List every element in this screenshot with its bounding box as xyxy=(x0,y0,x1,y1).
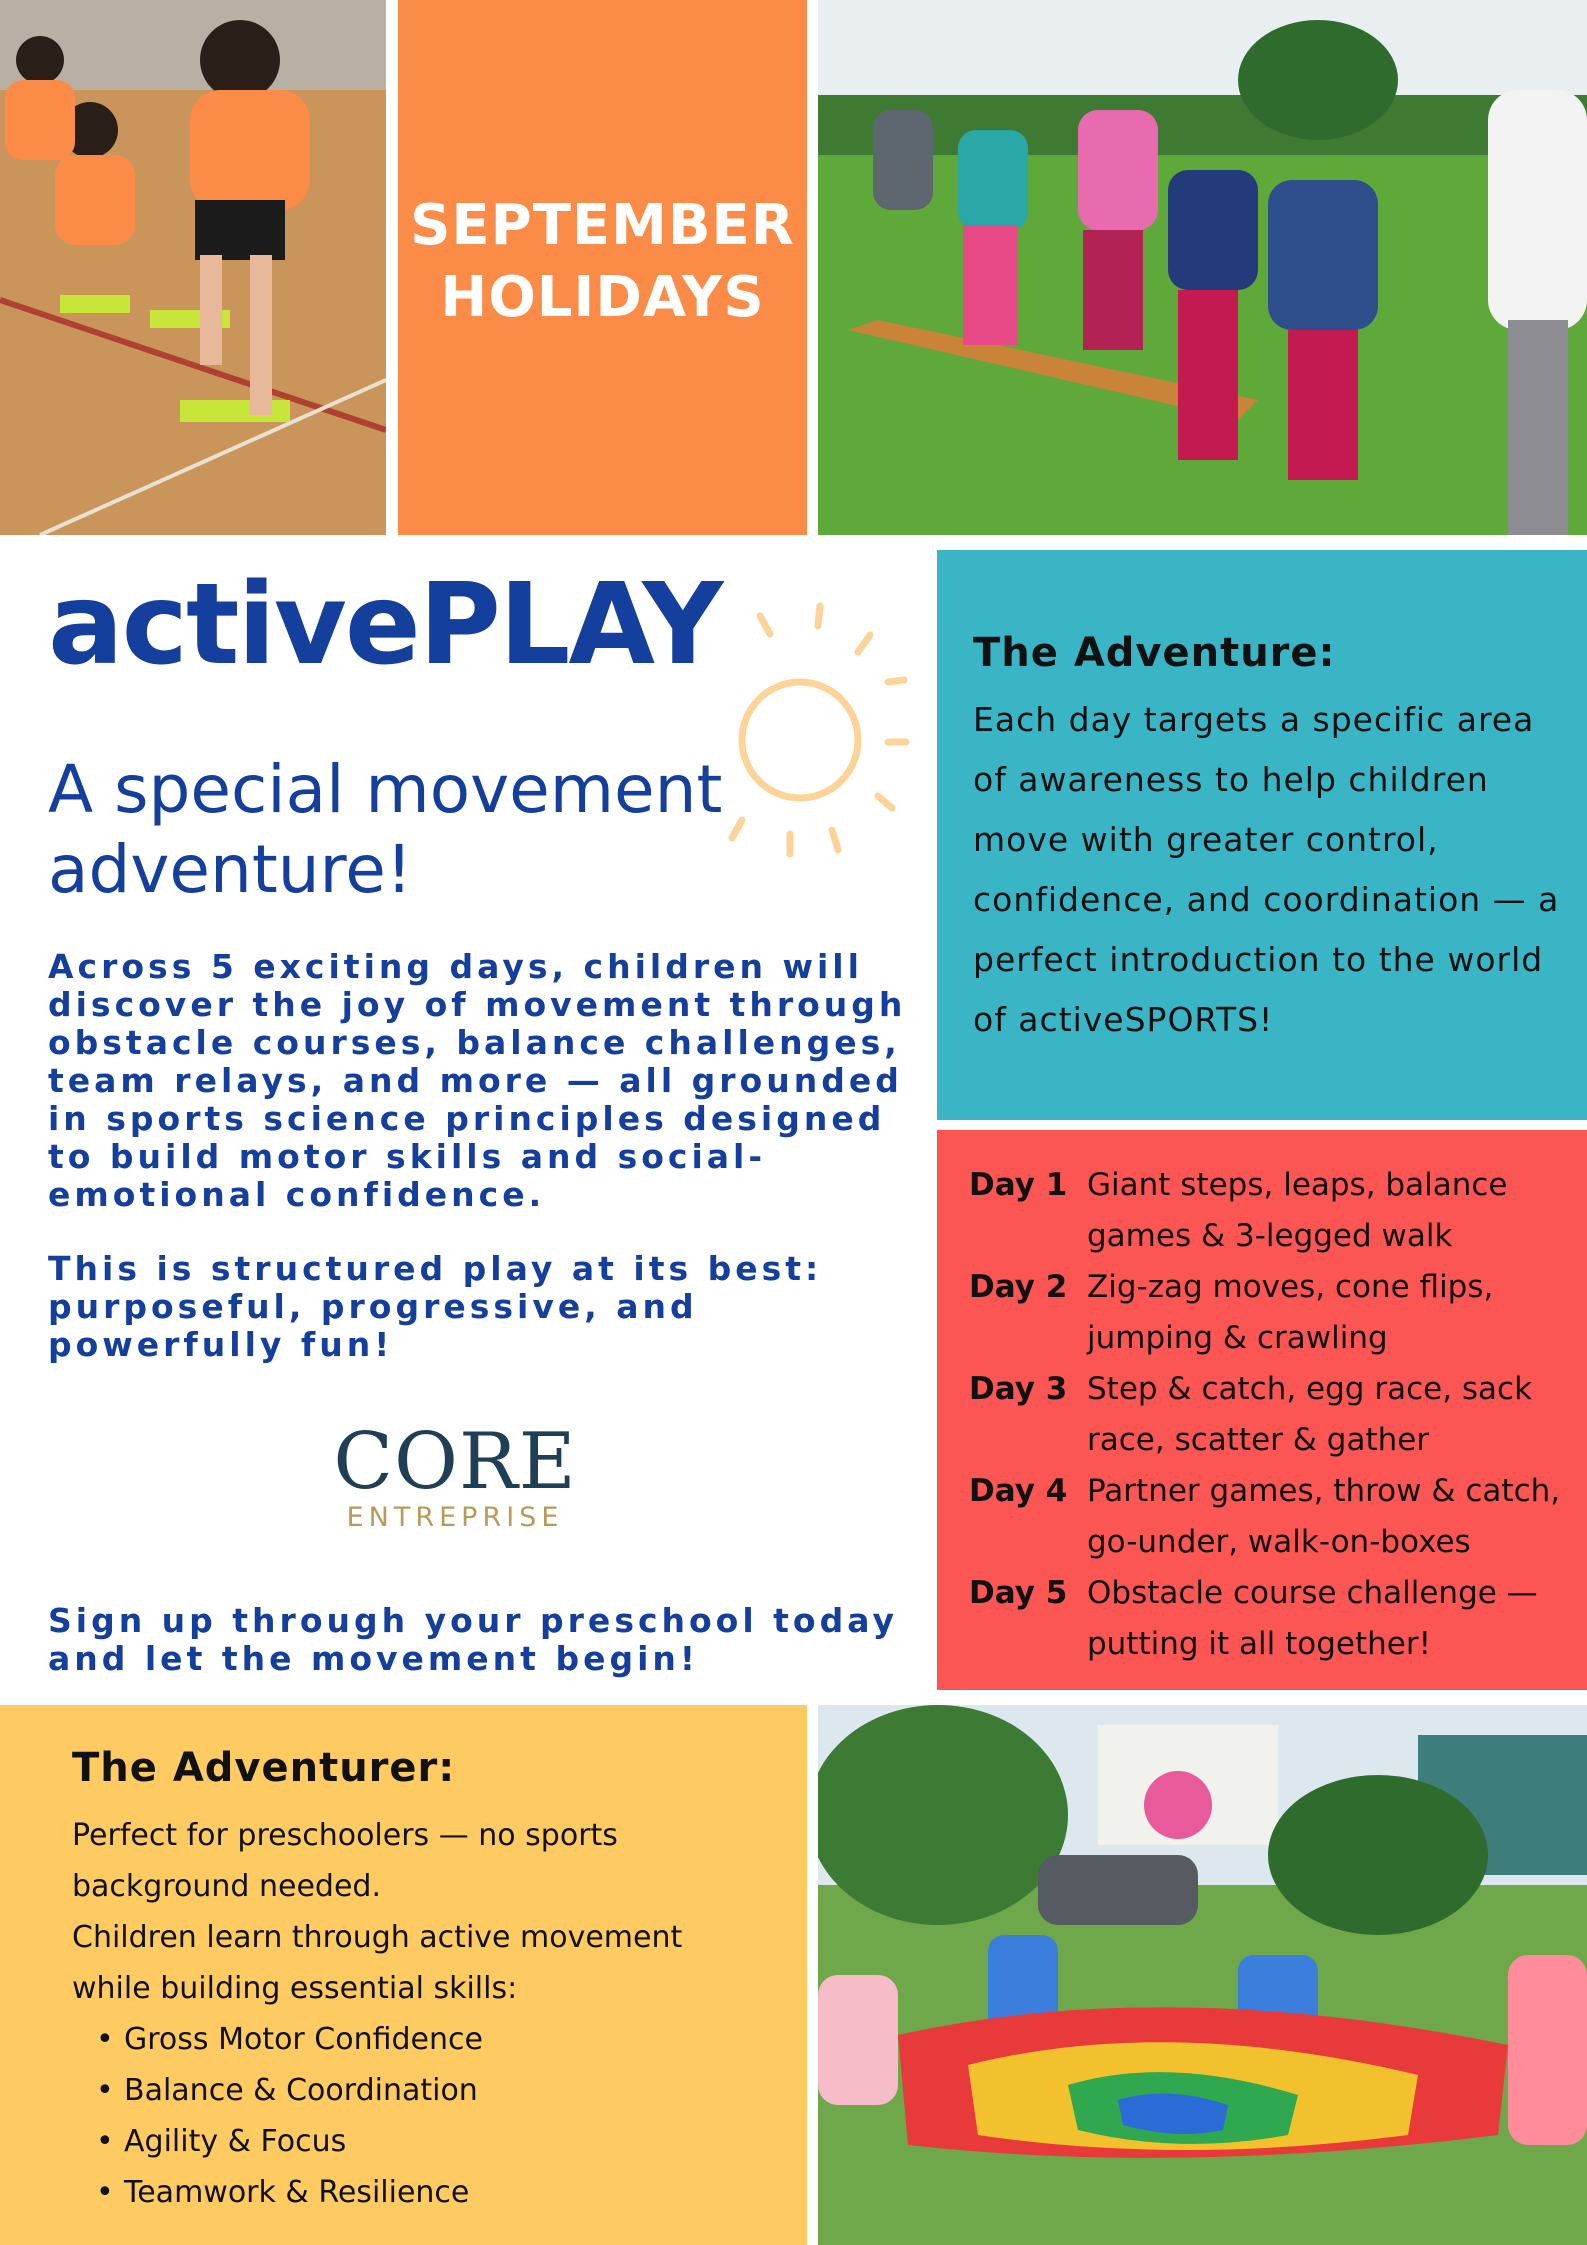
adventure-body: Each day targets a specific area of awareness to help children move with greater control, confidence, and coordination — a perfect introduction to the world of activeSPORTS! xyxy=(973,700,1560,1039)
skill-label: Gross Motor Confidence xyxy=(124,2022,483,2057)
holiday-title xyxy=(398,190,807,334)
adventure-heading: The Adventure: xyxy=(973,630,1336,676)
day-label: Day 2 xyxy=(969,1269,1068,1305)
bullet-icon: • xyxy=(96,2073,114,2108)
skill-label: Agility & Focus xyxy=(124,2124,347,2159)
adventurer-text-line: while building essential skills: xyxy=(72,1971,518,2006)
adventure-panel xyxy=(937,550,1587,1120)
day-activities: Partner games, throw & catch, go-under, walk-on-boxes xyxy=(1087,1473,1561,1560)
bullet-icon: • xyxy=(96,2124,114,2159)
headline: A special movement adventure! xyxy=(48,751,723,908)
day-activities: Zig-zag moves, cone flips, jumping & crawling xyxy=(1087,1269,1494,1356)
intro-paragraph: Across 5 exciting days, children will discover the joy of movement through obstacle courses, balance challenges, team relays, and more — all grounded in sports science principles designed to build motor skills and social-emotional confidence. xyxy=(48,947,907,1214)
day-label: Day 3 xyxy=(969,1371,1068,1407)
signup-call-to-action: Sign up through your preschool today and let the movement begin! xyxy=(48,1601,898,1678)
day-activities: Step & catch, egg race, sack race, scatter & gather xyxy=(1087,1371,1533,1458)
adventurer-text-line: Perfect for preschoolers — no sports xyxy=(72,1818,618,1853)
skill-label: Teamwork & Resilience xyxy=(124,2175,470,2210)
hurdles-photo xyxy=(0,0,386,535)
holiday-title-line2: HOLIDAYS xyxy=(440,265,765,330)
core-logo-subtitle: ENTREPRISE xyxy=(346,1502,564,1533)
holiday-title-block xyxy=(398,0,807,535)
core-entreprise-logo xyxy=(330,1417,580,1540)
core-logo-word: CORE xyxy=(333,1417,577,1507)
skill-list-item xyxy=(96,2167,746,2218)
holiday-title-line1: SEPTEMBER xyxy=(410,193,795,258)
bullet-icon: • xyxy=(96,2022,114,2057)
activeplay-logo: activePLAY xyxy=(48,560,722,690)
parachute-play-photo xyxy=(818,1705,1587,2245)
day-label: Day 1 xyxy=(969,1167,1068,1203)
skill-list-item xyxy=(96,2014,746,2065)
skill-list-item xyxy=(96,2065,746,2116)
day-activities: Obstacle course challenge — putting it all together! xyxy=(1087,1575,1538,1662)
skill-list-item xyxy=(96,2116,746,2167)
agility-ladder-photo xyxy=(818,0,1587,535)
tagline-paragraph: This is structured play at its best: purposeful, progressive, and powerfully fun! xyxy=(48,1249,823,1364)
day-label: Day 4 xyxy=(969,1473,1068,1509)
adventurer-heading: The Adventurer: xyxy=(72,1745,456,1791)
adventurer-text-line: Children learn through active movement xyxy=(72,1920,683,1955)
bullet-icon: • xyxy=(96,2175,114,2210)
skill-label: Balance & Coordination xyxy=(124,2073,478,2108)
day-schedule-panel xyxy=(937,1130,1587,1690)
day-activities: Giant steps, leaps, balance games & 3-legged walk xyxy=(1087,1167,1508,1254)
day-label: Day 5 xyxy=(969,1575,1068,1611)
adventurer-text-line: background needed. xyxy=(72,1869,381,1904)
adventurer-panel xyxy=(0,1705,807,2245)
